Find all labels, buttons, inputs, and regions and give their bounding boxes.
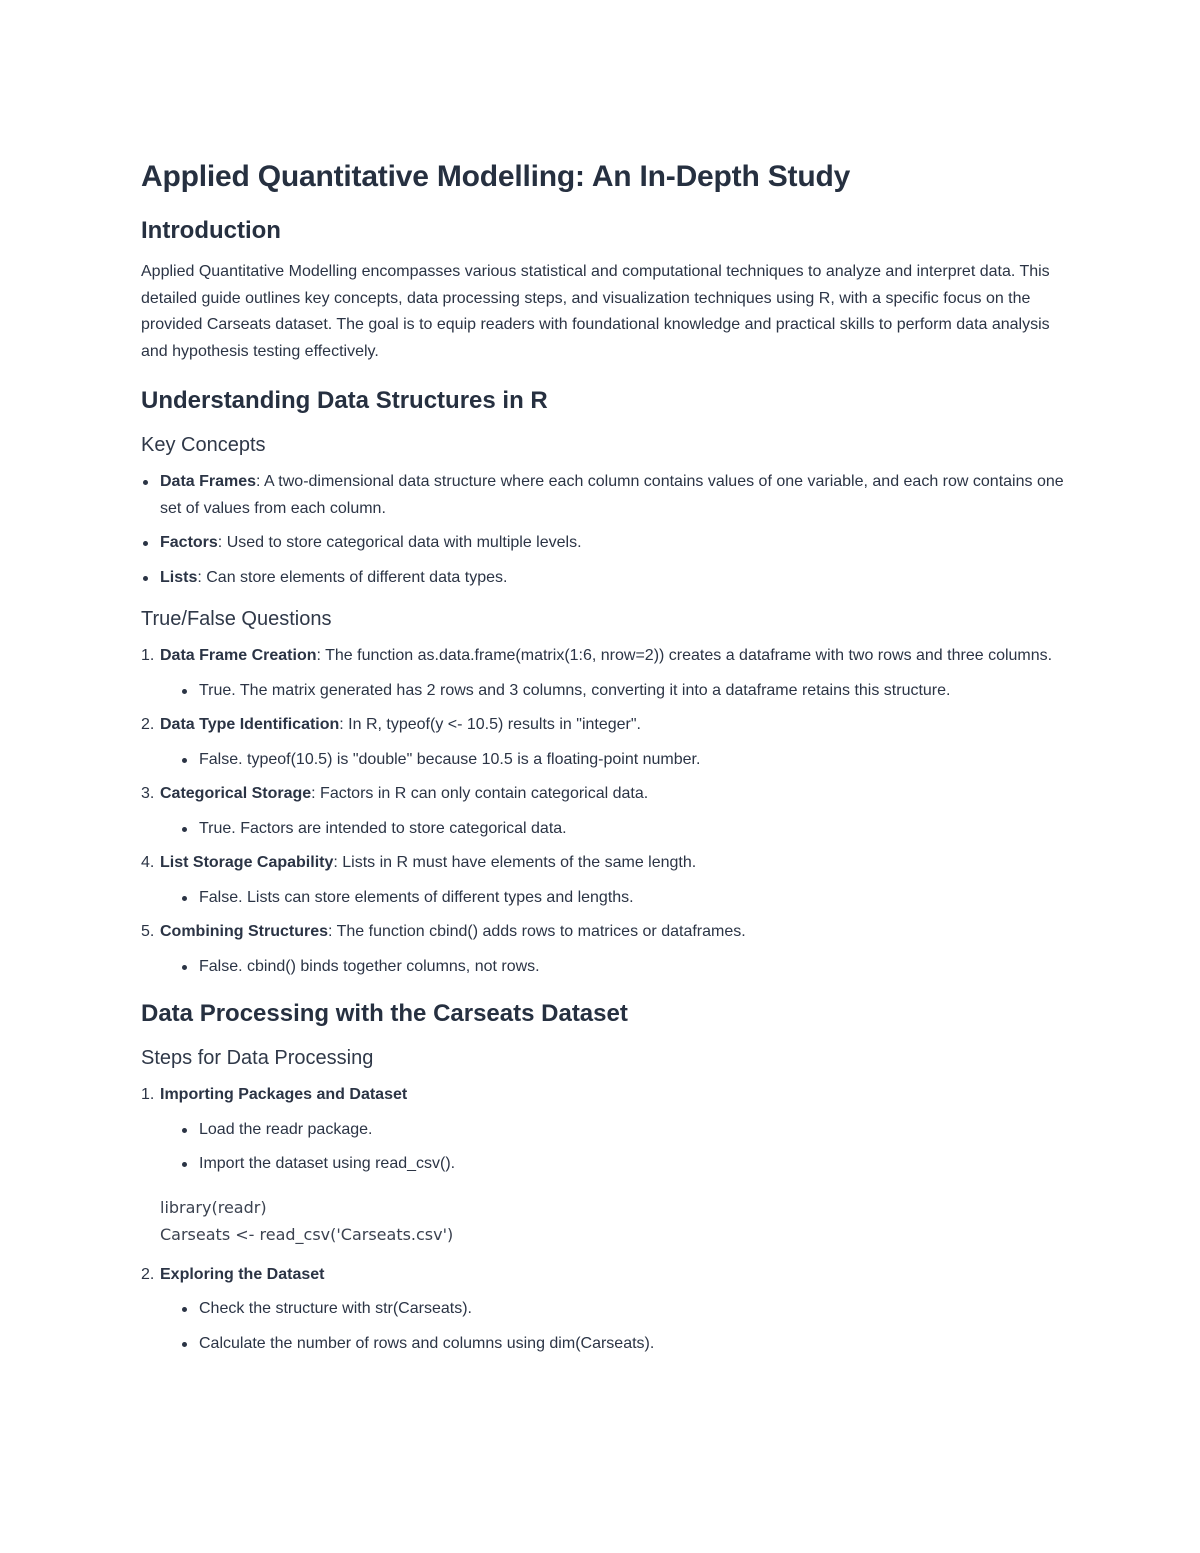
question-number: 1. [141,647,155,664]
code-line: library(readr) [160,1197,267,1217]
processing-steps-heading: Steps for Data Processing [141,1047,374,1069]
key-concept-description: : Can store elements of different data types. [197,568,508,586]
code-block [160,1194,1066,1248]
question-item [141,850,1066,911]
introduction-paragraph: Applied Quantitative Modelling encompasses various statistical and computational techniques to analyze and interpret data. This detailed guide outlines key concepts, data processing steps, and visualization techniques using R, with a specific focus on the provided Carseats dataset. The goal is to equip readers with foundational knowledge and practical skills to perform data analysis and hypothesis testing effectively. [141,263,1050,360]
document-page [141,155,1066,1357]
key-concept-description: : A two-dimensional data structure where each column contains values of one variable, and each row contains one set of values from each column. [160,473,1064,517]
key-concept-item [141,530,1066,557]
answer-item: False. typeof(10.5) is "double" because 10.5 is a floating-point number. [180,747,1066,774]
processing-step [141,1082,1066,1248]
step-actions [180,1296,1066,1357]
data-processing-section [141,998,1066,1357]
true-false-list [141,643,1066,980]
question-text: : In R, typeof(y <- 10.5) results in "integer". [339,716,641,733]
key-concept-term: Lists [160,568,198,586]
answer-item: True. Factors are intended to store categorical data. [180,816,1066,843]
document-title: Applied Quantitative Modelling: An In-Depth Study [141,160,851,193]
answer-list [180,816,1066,843]
question-item [141,781,1066,842]
step-title: Exploring the Dataset [160,1265,325,1283]
question-term: List Storage Capability [160,854,334,871]
question-term: Data Frame Creation [160,647,317,664]
answer-list [180,747,1066,774]
key-concepts-heading: Key Concepts [141,434,266,456]
step-action-item: Load the readr package. [180,1117,1066,1144]
answer-item: True. The matrix generated has 2 rows and 3 columns, converting it into a dataframe retains this structure. [180,678,1066,705]
step-number: 1. [141,1086,155,1103]
question-number: 4. [141,854,155,871]
key-concept-description: : Used to store categorical data with multiple levels. [217,534,582,551]
step-action-item: Check the structure with str(Carseats). [180,1296,1066,1323]
code-line: Carseats <- read_csv('Carseats.csv') [160,1224,454,1244]
step-number: 2. [141,1265,155,1283]
question-number: 3. [141,785,155,802]
question-term: Combining Structures [160,923,329,940]
true-false-heading: True/False Questions [141,608,332,630]
question-text: : Factors in R can only contain categorical data. [311,785,649,802]
question-number: 5. [141,923,155,940]
step-title: Importing Packages and Dataset [160,1086,408,1103]
introduction-section [141,215,1066,365]
data-structures-section [141,385,1066,980]
introduction-heading: Introduction [141,217,281,244]
processing-steps-list [141,1082,1066,1357]
step-action-item: Calculate the number of rows and columns using dim(Carseats). [180,1331,1066,1358]
question-term: Categorical Storage [160,785,312,802]
question-item [141,919,1066,980]
data-structures-heading: Understanding Data Structures in R [141,387,548,414]
question-item [141,643,1066,704]
processing-step [141,1262,1066,1358]
question-text: : The function as.data.frame(matrix(1:6, nrow=2)) creates a dataframe with two rows and three columns. [316,647,1053,664]
answer-list [180,954,1066,981]
key-concept-term: Data Frames [160,473,257,490]
key-concept-term: Factors [160,534,218,551]
answer-item: False. Lists can store elements of different types and lengths. [180,885,1066,912]
data-processing-heading: Data Processing with the Carseats Dataset [141,1000,628,1027]
step-action-item: Import the dataset using read_csv(). [180,1151,1066,1178]
question-term: Data Type Identification [160,716,340,733]
key-concepts-list [141,469,1066,591]
answer-item: False. cbind() binds together columns, not rows. [180,954,1066,981]
question-text: : Lists in R must have elements of the same length. [333,854,697,871]
answer-list [180,885,1066,912]
answer-list [180,678,1066,705]
question-item [141,712,1066,773]
step-actions [180,1117,1066,1178]
key-concept-item [141,565,1066,592]
question-text: : The function cbind() adds rows to matrices or dataframes. [328,923,746,940]
key-concept-item [141,469,1066,522]
question-number: 2. [141,716,155,733]
